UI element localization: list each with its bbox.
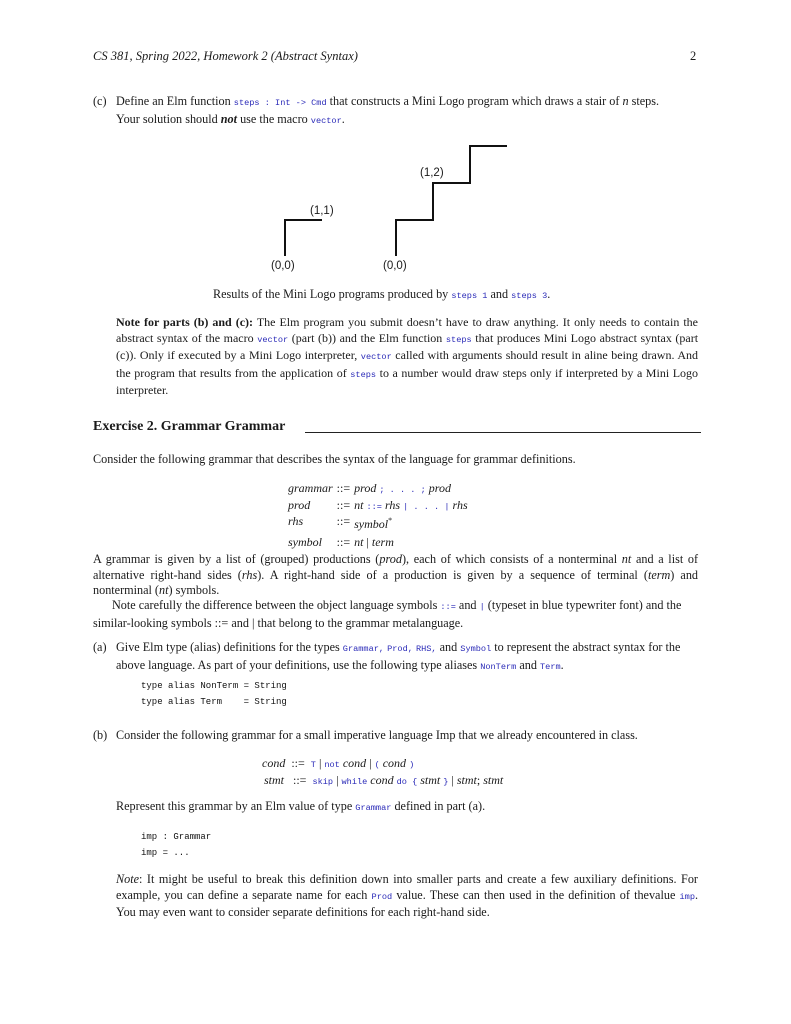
part-b-intro: Consider the following grammar for a small imperative language Imp that we already encountered in class.: [116, 728, 638, 742]
imp-code-block: imp : Grammar imp = ...: [141, 832, 212, 858]
page-number: 2: [690, 49, 697, 63]
label-left-origin: (0,0): [271, 260, 295, 272]
stair-3-path: [396, 146, 507, 256]
stairs-figure: [260, 138, 530, 278]
part-b-note: Note: It might be useful to break this definition down into smaller parts and create a few auxiliary definitions. For example, you can define a separate name for each Prod value. These can then used in the definition of thevalue imp. You may even want to consider separate definitions for each right-hand side.: [116, 872, 699, 919]
part-c-label: (c): [93, 94, 107, 108]
part-a-text: Give Elm type (alias) definitions for the types Grammar, Prod, RHS, and Symbol to represent the abstract syntax for the above language. As part of your definitions, use the following type aliases NonTerm and Term.: [116, 640, 681, 672]
imp-grammar-cond: cond ::= T | not cond | ( cond ): [262, 756, 415, 770]
part-b-label: (b): [93, 728, 108, 742]
label-right-top: (1,2): [420, 167, 444, 179]
note-parts-b-c: Note for parts (b) and (c): The Elm program you submit doesn’t have to draw anything. It only needs to contain the abstract syntax of the macro vector (part (b)) and the Elm function steps that produces Mini Logo abstract syntax (part (c)). Only if executed by a Mini Logo interpreter, vector called with arguments should result in aline being drawn. And the program that results from the application of steps to a number would draw steps only if interpreted by a Mini Logo interpreter.: [116, 315, 699, 397]
grammar-row: symbol ::= nt | term: [288, 534, 394, 549]
label-left-top: (1,1): [310, 205, 334, 217]
grammar-row: rhs ::= symbol*: [288, 514, 393, 531]
grammar-row: grammar ::= prod ; . . . ; prod: [288, 481, 451, 495]
part-b-represent: Represent this grammar by an Elm value of type Grammar defined in part (a).: [116, 799, 486, 813]
figure-caption: Results of the Mini Logo programs produced by steps 1 and steps 3.: [213, 287, 551, 301]
exercise-2-heading: Exercise 2. Grammar Grammar: [93, 419, 286, 434]
grammar-row: prod ::= nt ::= rhs | . . . | rhs: [288, 497, 468, 512]
grammar-grammar-table: [288, 481, 472, 549]
explanation-paragraph-1: A grammar is given by a list of (grouped) productions (prod), each of which consists of a nonterminal nt and a list of alternative right-hand sides (rhs). A right-hand side of a production is given by a sequence of terminal (term) and nonterminal (nt) symbols.: [93, 552, 699, 597]
imp-grammar-stmt: stmt ::= skip | while cond do { stmt } | stmt; stmt: [264, 773, 504, 787]
type-alias-code-block: type alias NonTerm = String type alias Term = String: [141, 681, 287, 707]
explanation-paragraph-2: Note carefully the difference between the object language symbols ::= and | (typeset in blue typewriter font) and the similar-looking symbols ::= and | that belong to the grammar metalanguage.: [93, 598, 682, 630]
part-c-text: Define an Elm function steps : Int -> Cmd that constructs a Mini Logo program which draws a stair of n steps. Your solution should not use the macro vector.: [116, 94, 659, 126]
exercise-2-intro: Consider the following grammar that describes the syntax of the language for grammar definitions.: [93, 452, 576, 466]
part-a-label: (a): [93, 640, 107, 654]
label-right-origin: (0,0): [383, 260, 407, 272]
code-steps-signature: steps : Int -> Cmd: [233, 98, 327, 108]
stair-1-path: [285, 220, 322, 256]
heading-rule: [305, 432, 701, 433]
page-header-title: CS 381, Spring 2022, Homework 2 (Abstract Syntax): [93, 49, 358, 63]
code-vector: vector: [310, 115, 342, 126]
